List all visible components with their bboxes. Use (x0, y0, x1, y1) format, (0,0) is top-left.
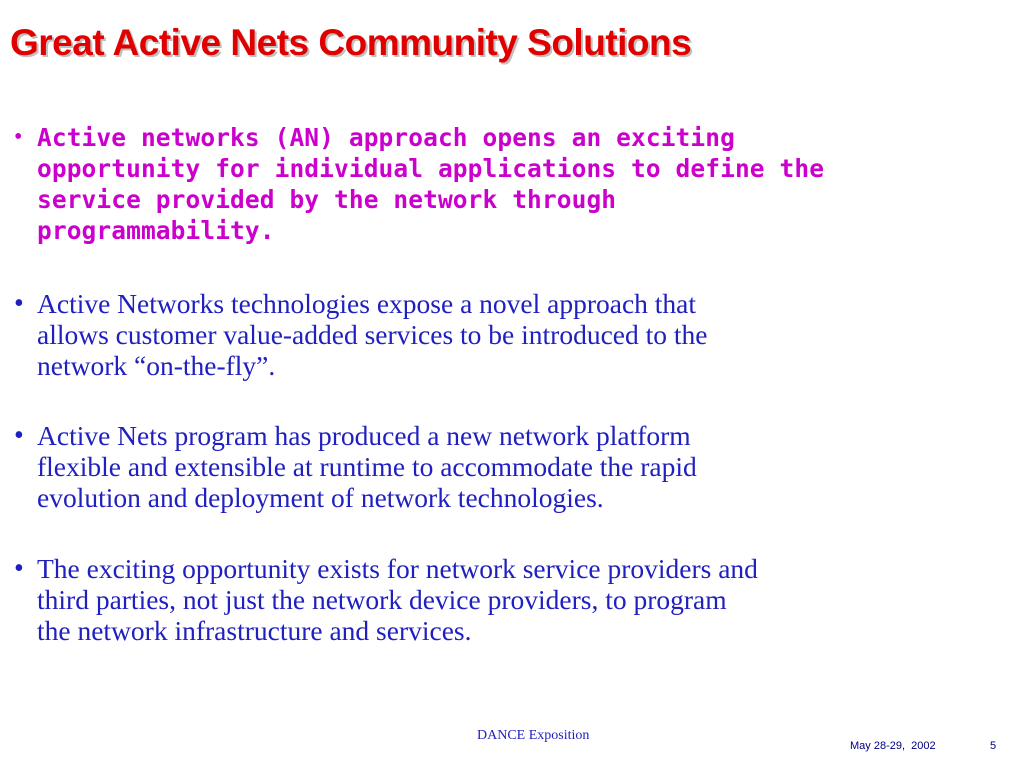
bullet-marker: • (14, 124, 23, 150)
bullet-item (14, 288, 984, 381)
slide-title: Great Active Nets Community Solutions (10, 22, 692, 63)
footer-date: May 28-29, 2002 (850, 740, 936, 752)
bullet-item (14, 420, 984, 513)
bullet-marker: • (14, 288, 24, 319)
footer-event-name: DANCE Exposition (477, 728, 590, 743)
bullet-text: The exciting opportunity exists for network service providers and third parties, not just the network device providers, to program the network infrastructure and services. (37, 553, 758, 646)
bullet-item (14, 553, 984, 646)
bullet-text: Active Nets program has produced a new network platform flexible and extensible at runtime to accommodate the rapid evolution and deployment of network technologies. (37, 420, 697, 513)
bullet-marker: • (14, 420, 24, 451)
bullet-item (14, 122, 984, 246)
footer-page-number: 5 (990, 740, 997, 752)
bullet-marker: • (14, 553, 24, 584)
bullet-text: Active Networks technologies expose a novel approach that allows customer value-added services to be introduced to the network “on-the-fly”. (37, 288, 708, 381)
bullet-text: Active networks (AN) approach opens an exciting opportunity for individual applications to define the service provided by the network through programmability. (37, 123, 825, 245)
